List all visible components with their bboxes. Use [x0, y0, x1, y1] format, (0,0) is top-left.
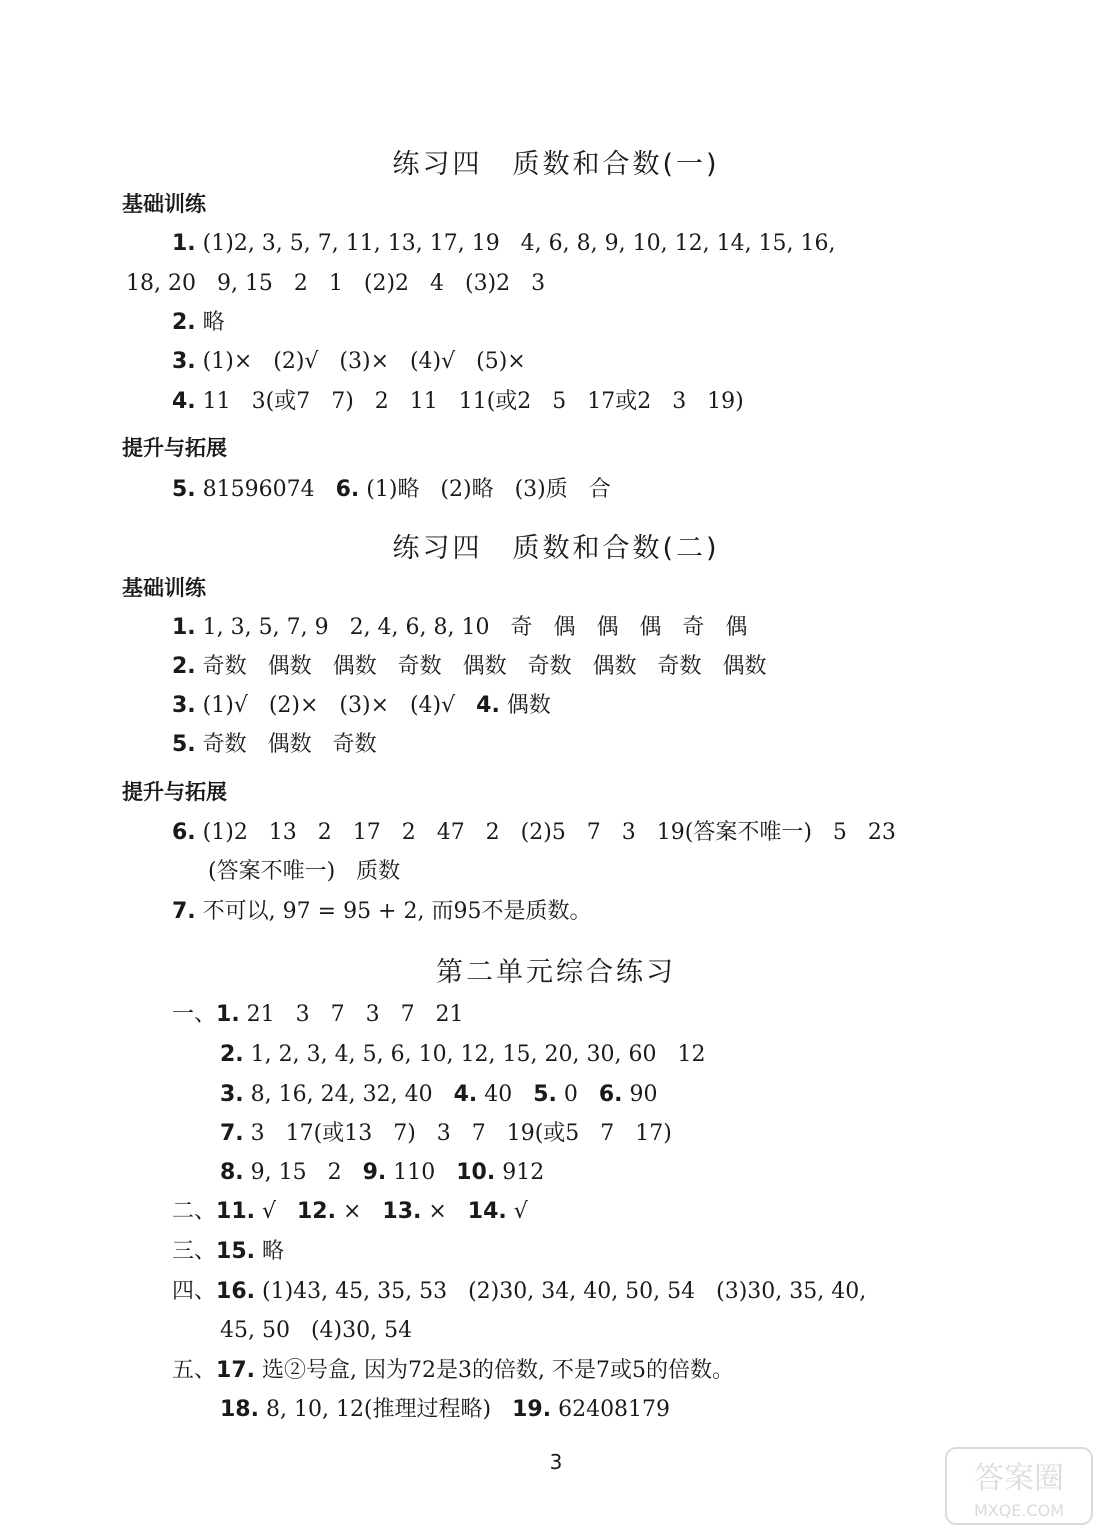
answer-line: 3. (1)√ (2)× (3)× (4)√ 4. 偶数	[172, 693, 551, 718]
answer-line: (答案不唯一) 质数	[208, 859, 401, 884]
answer-line: 3. (1)× (2)√ (3)× (4)√ (5)×	[172, 349, 526, 374]
section-title-1: 练习四 质数和合数(一)	[392, 149, 720, 180]
watermark-logo	[944, 1446, 1094, 1526]
answer-line: 2. 奇数 偶数 偶数 奇数 偶数 奇数 偶数 奇数 偶数	[172, 654, 767, 679]
section-title-3: 第二单元综合练习	[436, 957, 676, 988]
answer-line: 18. 8, 10, 12(推理过程略) 19. 62408179	[220, 1397, 671, 1422]
answer-line: 三、15. 略	[172, 1239, 284, 1264]
answer-line: 5. 81596074 6. (1)略 (2)略 (3)质 合	[172, 477, 611, 502]
watermark-url: MXQE.COM	[973, 1501, 1065, 1520]
answer-line: 四、16. (1)43, 45, 35, 53 (2)30, 34, 40, 50, 54 (3)30, 35, 40,	[172, 1279, 867, 1304]
answer-line: 五、17. 选②号盒, 因为72是3的倍数, 不是7或5的倍数。	[172, 1358, 734, 1383]
answer-line: 7. 不可以, 97 = 95 + 2, 而95不是质数。	[172, 899, 592, 924]
extension-label-1: 提升与拓展	[122, 436, 227, 460]
answer-line: 一、1. 21 3 7 3 7 21	[172, 1002, 464, 1027]
answer-line: 18, 20 9, 15 2 1 (2)2 4 (3)2 3	[126, 271, 546, 296]
section-title-2: 练习四 质数和合数(二)	[392, 533, 720, 564]
answer-line: 45, 50 (4)30, 54	[220, 1318, 413, 1343]
answer-line: 3. 8, 16, 24, 32, 40 4. 40 5. 0 6. 90	[220, 1082, 658, 1107]
answer-line: 5. 奇数 偶数 奇数	[172, 732, 377, 757]
answer-line: 二、11. √ 12. × 13. × 14. √	[172, 1199, 528, 1224]
basic-training-label-2: 基础训练	[122, 576, 206, 600]
answer-line: 8. 9, 15 2 9. 110 10. 912	[220, 1160, 545, 1185]
answer-line: 1. (1)2, 3, 5, 7, 11, 13, 17, 19 4, 6, 8, 9, 10, 12, 14, 15, 16,	[172, 231, 836, 256]
answer-line: 2. 1, 2, 3, 4, 5, 6, 10, 12, 15, 20, 30, 60 12	[220, 1042, 706, 1067]
answer-line: 4. 11 3(或7 7) 2 11 11(或2 5 17或2 3 19)	[172, 389, 744, 414]
answer-line: 6. (1)2 13 2 17 2 47 2 (2)5 7 3 19(答案不唯一) 5 23	[172, 820, 896, 845]
basic-training-label-1: 基础训练	[122, 192, 206, 216]
watermark-text: 答案圈	[974, 1461, 1064, 1496]
answer-line: 1. 1, 3, 5, 7, 9 2, 4, 6, 8, 10 奇 偶 偶 偶 奇 偶	[172, 615, 748, 640]
answer-line: 7. 3 17(或13 7) 3 7 19(或5 7 17)	[220, 1121, 672, 1146]
extension-label-2: 提升与拓展	[122, 780, 227, 804]
answer-line: 2. 略	[172, 310, 225, 335]
page-number: 3	[549, 1450, 563, 1474]
